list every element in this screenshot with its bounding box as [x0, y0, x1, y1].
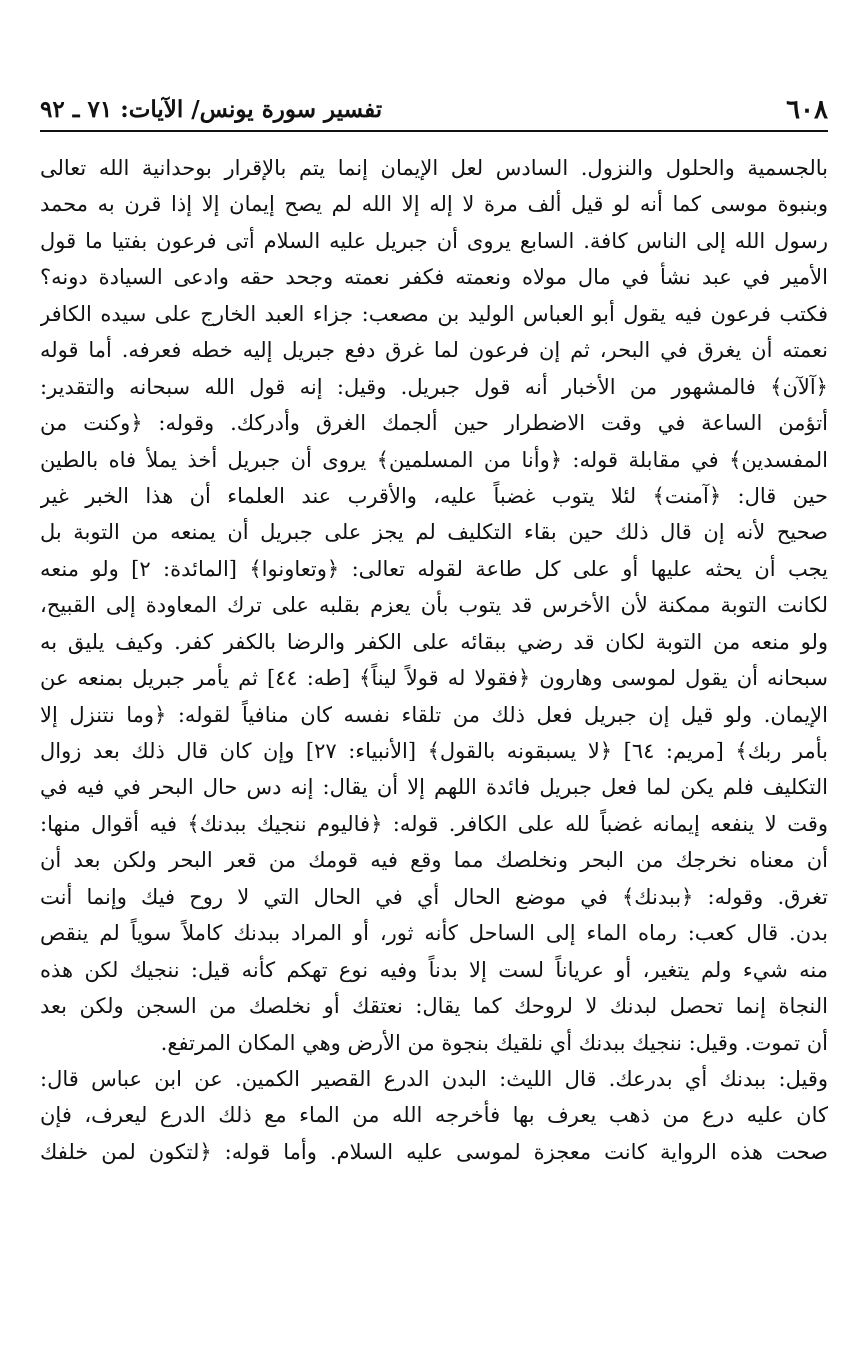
- text-line: رسول الله إلى الناس كافة. السابع يروى أن جبريل عليه السلام أتى فرعون بفتيا ما قول: [40, 228, 828, 253]
- page-header: [40, 92, 828, 132]
- text-line: وقت لا ينفعه إيمانه غضباً لله على الكافر. قوله: ﴿فاليوم ننجيك ببدنك﴾ فيه أقوال منها:: [40, 811, 828, 836]
- running-title: تفسير سورة يونس/ الآيات: ٧١ ـ ٩٢: [40, 96, 383, 123]
- text-line: فكتب فرعون فيه يقول أبو العباس الوليد بن مصعب: جزاء العبد الخارج على سيده الكافر: [40, 301, 828, 326]
- text-line: صحيح لأنه إن قال ذلك حين بقاء التكليف لم يجز على جبريل أن يمنعه من التوبة بل: [40, 520, 828, 545]
- page-number: ٦٠٨: [786, 95, 828, 125]
- text-line: يجب أن يحثه عليها أو على كل طاعة لقوله تعالى: ﴿وتعاونوا﴾ [المائدة: ٢] ولو منعه: [40, 556, 828, 581]
- text-line: سبحانه أن يقول لموسى وهارون ﴿فقولا له قولاً ليناً﴾ [طه: ٤٤] ثم يأمر جبريل بمنعه عن: [40, 666, 828, 691]
- text-line: الإيمان. ولو قيل إن جبريل فعل ذلك من تلقاء نفسه كان منافياً لقوله: ﴿وما نتنزل إلا: [40, 702, 828, 727]
- text-line: بأمر ربك﴾ [مريم: ٦٤] ﴿لا يسبقونه بالقول﴾ [الأنبياء: ٢٧] وإن كان قال ذلك بعد زوال: [40, 739, 828, 763]
- text-line: أن معناه نخرجك من البحر ونخلصك مما وقع فيه قومك من قعر البحر ولكن بعد أن: [40, 848, 828, 873]
- text-line: النجاة إنما تحصل لبدنك لا لروحك كما يقال: نعتقك أو نخلصك من السجن ولكن بعد: [40, 994, 828, 1019]
- text-line: ﴿آلآن﴾ فالمشهور من الأخبار أنه قول جبريل. وقيل: إنه قول الله سبحانه والتقدير:: [40, 374, 828, 399]
- text-line: التكليف فلم يكن لما فعل جبريل فائدة اللهم إلا أن يقال: إنه دس حال البحر في فيه في: [40, 775, 828, 800]
- text-line: أتؤمن الساعة في وقت الاضطرار حين ألجمك الغرق وأدركك. وقوله: ﴿وكنت من: [40, 411, 828, 436]
- text-line: بدن. قال كعب: رماه الماء إلى الساحل كأنه ثور، أو المراد ببدنك كاملاً سوياً لم ينقص: [40, 921, 828, 946]
- text-line: المفسدين﴾ في مقابلة قوله: ﴿وأنا من المسلمين﴾ يروى أن جبريل أخذ يملأ فاه بالطين: [40, 447, 828, 472]
- body-text: [40, 150, 828, 1170]
- text-line: منه شيء ولم يتغير، أو عرياناً لست إلا بدناً وفيه نوع تهكم كأنه قيل: ننجيك لكن هذه: [40, 957, 828, 982]
- text-line: حين قال: ﴿آمنت﴾ لئلا يتوب غضباً عليه، والأقرب عند العلماء أن هذا الخبر غير: [40, 483, 828, 508]
- text-line: بالجسمية والحلول والنزول. السادس لعل الإيمان إنما يتم بالإقرار بوحدانية الله تعالى: [40, 156, 828, 180]
- text-line: أن تموت. وقيل: ننجيك ببدنك أي نلقيك بنجوة من الأرض وهي المكان المرتفع.: [160, 1030, 828, 1055]
- text-line: لكانت التوبة ممكنة لأن الأخرس قد يتوب بأن يعزم بقلبه على ترك المعاودة إلى القبيح،: [40, 593, 828, 618]
- text-line: تغرق. وقوله: ﴿ببدنك﴾ في موضع الحال أي في الحال التي لا روح فيك وإنما أنت: [40, 884, 828, 909]
- text-line: الأمير في عبد نشأ في مال مولاه ونعمته فكفر نعمته وجحد حقه وادعى السيادة دونه؟: [40, 265, 828, 290]
- text-line: نعمته أن يغرق في البحر، ثم إن فرعون لما غرق دفع جبريل إليه خطه فعرفه. أما قوله: [40, 338, 828, 363]
- text-line: وبنبوة موسى كما أنه لو قيل ألف مرة لا إله إلا الله لم يصح إيمان إلا إذا قرن به محمد: [40, 192, 828, 217]
- text-line: وقيل: ببدنك أي بدرعك. قال الليث: البدن الدرع القصير الكمين. عن ابن عباس قال:: [40, 1066, 828, 1091]
- text-line: صحت هذه الرواية كانت معجزة لموسى عليه السلام. وأما قوله: ﴿لتكون لمن خلفك: [40, 1139, 828, 1164]
- text-line: ولو منعه من التوبة لكان قد رضي ببقائه على الكفر والرضا بالكفر كفر. وكيف يليق به: [40, 629, 828, 654]
- text-line: كان عليه درع من ذهب يعرف بها فأخرجه الله من الماء مع ذلك الدرع ليعرف، فإن: [40, 1103, 828, 1128]
